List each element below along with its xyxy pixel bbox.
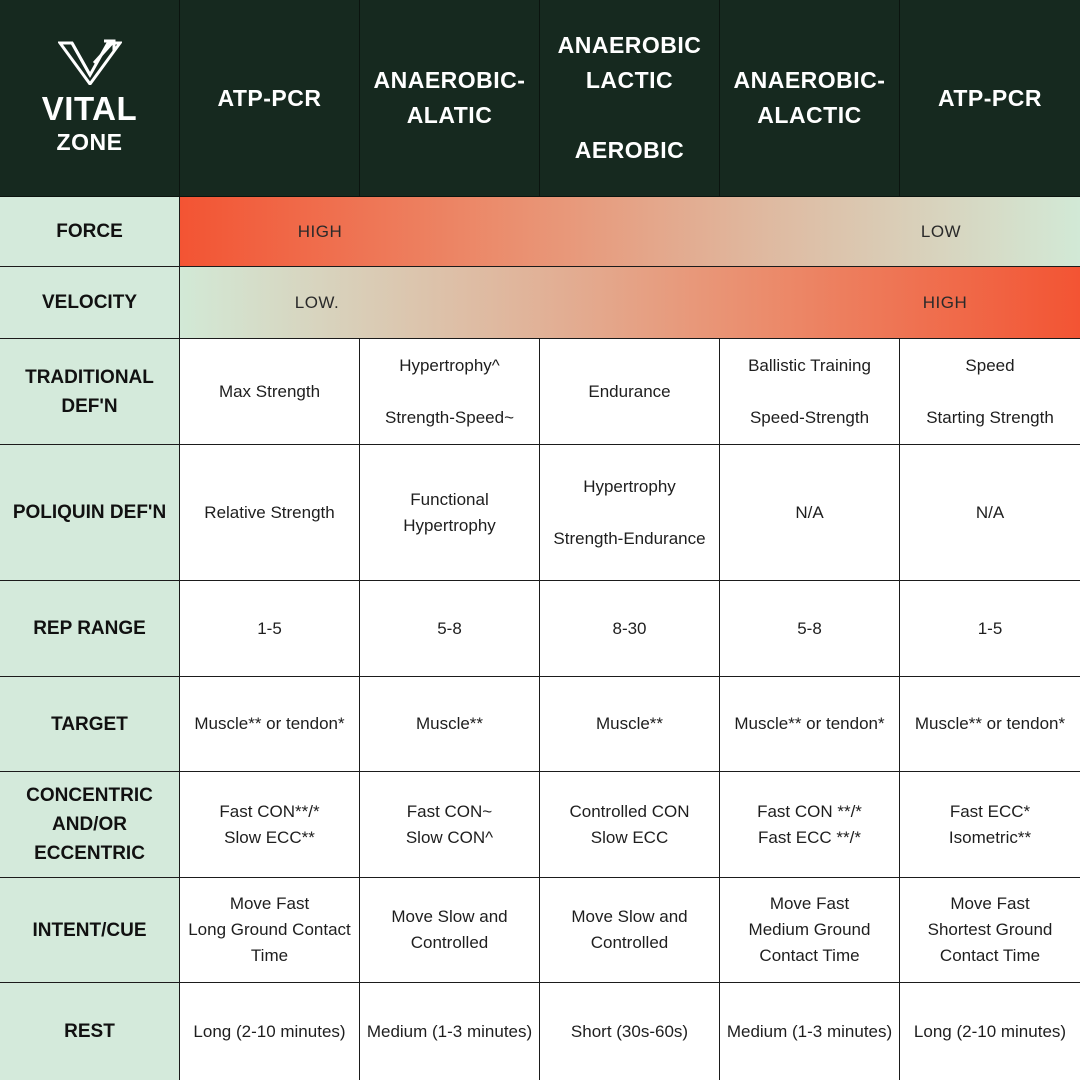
traditional-col-2 [360, 339, 540, 445]
header-line: ATP-PCR [217, 84, 322, 111]
cell-line: Endurance [588, 381, 671, 401]
rep-range-col-1 [180, 581, 360, 677]
row-label-line: DEF'N [61, 395, 118, 417]
rep-range-col-5 [900, 581, 1080, 677]
cell-line: Slow ECC [590, 827, 669, 847]
logo-cell [0, 0, 180, 197]
row-label-line: AND/OR [52, 814, 127, 835]
target-col-5 [900, 677, 1080, 772]
header-col-5 [900, 0, 1080, 197]
intent-col-2 [360, 878, 540, 983]
cell-line: Isometric** [948, 827, 1032, 847]
header-line: ANAEROBIC [557, 32, 702, 58]
concentric-col-5 [900, 772, 1080, 878]
cell-line: Fast CON**/* [219, 801, 320, 821]
vital-v-logo-icon [58, 39, 122, 85]
cell-line: Slow ECC** [224, 827, 315, 847]
cell-line: Medium (1-3 minutes) [366, 1021, 533, 1041]
cell-line: Hypertrophy [583, 476, 676, 496]
rep-range-col-3 [540, 581, 720, 677]
cell-line: Controlled CON [569, 801, 690, 821]
poliquin-col-2 [360, 445, 540, 581]
cell-line: Hypertrophy^ [399, 355, 500, 375]
cell-line: Slow CON^ [405, 827, 494, 847]
cell-line: Medium Ground [748, 920, 871, 939]
intent-col-5 [900, 878, 1080, 983]
cell-line: Speed [965, 355, 1015, 375]
row-label-concentric [0, 772, 180, 878]
concentric-col-3 [540, 772, 720, 878]
rest-col-5 [900, 983, 1080, 1080]
cell-line: Relative Strength [204, 502, 335, 522]
cell-line: 8-30 [612, 618, 647, 638]
cell-line: Shortest Ground [927, 920, 1053, 939]
cell-line: Medium (1-3 minutes) [726, 1021, 893, 1041]
traditional-col-3 [540, 339, 720, 445]
row-label-rep-range [0, 581, 180, 677]
cell-line: Hypertrophy [403, 515, 496, 535]
header-line: AEROBIC [574, 137, 685, 163]
cell-line: Move Fast [229, 894, 310, 913]
row-label-line: TARGET [51, 713, 128, 735]
cell-line: Fast ECC* [949, 801, 1031, 821]
traditional-col-1 [180, 339, 360, 445]
header-col-3 [540, 0, 720, 197]
cell-line: Long (2-10 minutes) [913, 1021, 1067, 1041]
row-label-target [0, 677, 180, 772]
poliquin-col-5 [900, 445, 1080, 581]
cell-line: Ballistic Training [748, 355, 871, 375]
intent-col-3 [540, 878, 720, 983]
velocity-high-text: HIGH [922, 292, 968, 312]
velocity-gradient-bar [180, 267, 1080, 339]
cell-line: 5-8 [437, 618, 462, 638]
cell-line: Max Strength [218, 381, 321, 401]
cell-line: Muscle** or tendon* [914, 714, 1066, 733]
cell-line: Strength-Endurance [553, 528, 706, 548]
cell-line: Strength-Speed~ [384, 407, 514, 427]
target-col-1 [180, 677, 360, 772]
concentric-col-2 [360, 772, 540, 878]
cell-line: N/A [975, 502, 1005, 522]
cell-line: Long Ground Contact [188, 920, 351, 939]
force-gradient-bar [180, 197, 1080, 267]
target-col-4 [720, 677, 900, 772]
cell-line: Fast CON~ [406, 801, 493, 821]
velocity-label-text: VELOCITY [41, 292, 137, 313]
cell-line: 5-8 [797, 618, 822, 638]
logo-subtitle: ZONE [56, 129, 123, 155]
row-label-line: REST [64, 1021, 115, 1042]
header-line: ALATIC [406, 102, 493, 128]
velocity-label [0, 267, 180, 339]
row-label-traditional [0, 339, 180, 445]
cell-line: Move Fast [950, 894, 1030, 913]
cell-line: Contact Time [939, 946, 1041, 965]
velocity-low-text: LOW. [294, 292, 340, 312]
target-col-3 [540, 677, 720, 772]
row-label-line: TRADITIONAL [25, 366, 154, 388]
rep-range-col-2 [360, 581, 540, 677]
header-col-1 [180, 0, 360, 197]
cell-line: Long (2-10 minutes) [193, 1021, 346, 1041]
target-col-2 [360, 677, 540, 772]
cell-line: Starting Strength [926, 407, 1054, 427]
rest-col-2 [360, 983, 540, 1080]
intent-col-4 [720, 878, 900, 983]
cell-line: 1-5 [977, 618, 1003, 638]
force-high-text: HIGH [297, 221, 343, 241]
cell-line: Muscle** [595, 714, 664, 733]
rest-col-3 [540, 983, 720, 1080]
row-label-line: CONCENTRIC [26, 785, 153, 806]
cell-line: N/A [795, 502, 824, 522]
poliquin-col-3 [540, 445, 720, 581]
header-col-2 [360, 0, 540, 197]
concentric-col-1 [180, 772, 360, 878]
cell-line: Move Fast [769, 894, 850, 913]
header-line: LACTIC [585, 67, 674, 93]
row-label-poliquin [0, 445, 180, 581]
cell-line: Short (30s-60s) [570, 1021, 689, 1041]
traditional-col-4 [720, 339, 900, 445]
concentric-col-4 [720, 772, 900, 878]
intent-col-1 [180, 878, 360, 983]
header-col-4 [720, 0, 900, 197]
force-label-text: FORCE [56, 221, 123, 242]
poliquin-col-4 [720, 445, 900, 581]
cell-line: Fast ECC **/* [758, 827, 861, 847]
cell-line: Controlled [410, 933, 489, 952]
cell-line: Functional [410, 489, 489, 509]
cell-line: Speed-Strength [749, 407, 870, 427]
force-low-text: LOW [920, 221, 962, 241]
cell-line: Fast CON **/* [757, 801, 862, 821]
header-line: ALACTIC [757, 102, 862, 128]
force-label [0, 197, 180, 267]
poliquin-col-1 [180, 445, 360, 581]
row-label-intent [0, 878, 180, 983]
row-label-line: REP RANGE [33, 618, 146, 639]
rep-range-col-4 [720, 581, 900, 677]
cell-line: 1-5 [257, 618, 282, 638]
cell-line: Time [250, 946, 289, 965]
logo-brand: VITAL [41, 90, 138, 127]
cell-line: Move Slow and [391, 907, 508, 926]
row-label-line: INTENT/CUE [32, 919, 147, 941]
traditional-col-5 [900, 339, 1080, 445]
row-label-line: ECCENTRIC [34, 843, 145, 864]
rest-col-1 [180, 983, 360, 1080]
header-line: ANAEROBIC- [733, 67, 886, 93]
header-line: ATP-PCR [937, 84, 1042, 111]
cell-line: Contact Time [759, 946, 860, 965]
cell-line: Muscle** [415, 714, 484, 733]
row-label-rest [0, 983, 180, 1080]
header-line: ANAEROBIC- [373, 67, 526, 93]
rest-col-4 [720, 983, 900, 1080]
cell-line: Muscle** or tendon* [734, 714, 885, 733]
cell-line: Muscle** or tendon* [194, 714, 345, 733]
cell-line: Move Slow and [571, 907, 688, 926]
cell-line: Controlled [590, 933, 669, 952]
row-label-line: POLIQUIN DEF'N [12, 502, 167, 523]
